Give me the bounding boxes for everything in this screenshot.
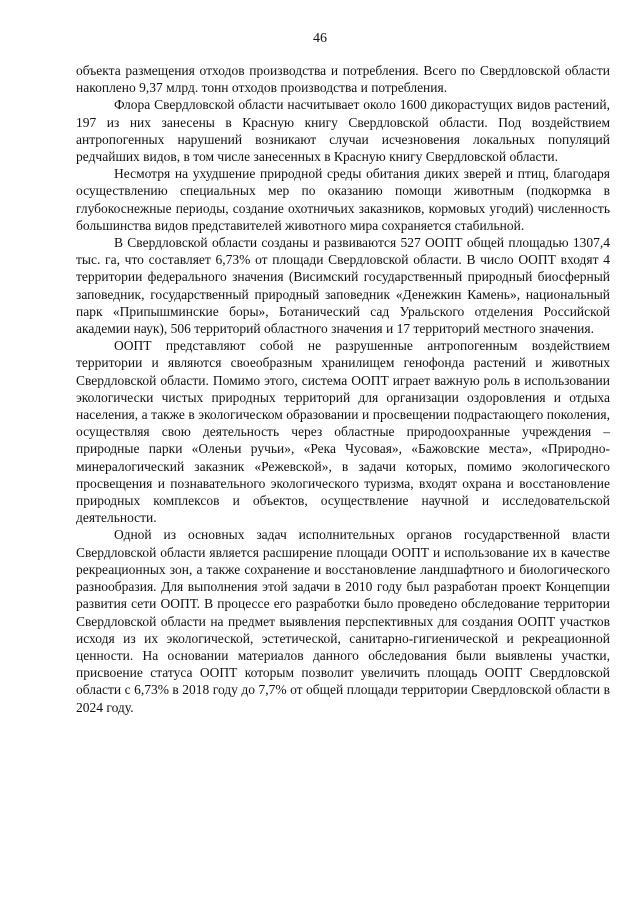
page-number: 46 (313, 31, 327, 46)
paragraph-waste-continuation: объекта размещения отходов производства и потребления. Всего по Свердловской области накоплено 9,37 млрд. тонн отходов производства и потребления. (76, 63, 610, 96)
paragraph-protected-areas: В Свердловской области созданы и развиваются 527 ООПТ общей площадью 1307,4 тыс. га, что составляет 6,73% от площади Свердловской области. В число ООПТ входят 4 территории федерального значения (Висимский государственный природный биосферный заповедник, государственный природный заповедник «Денежкин Камень», национальный парк «Припышминские боры», Ботанический сад Уральского отделения Российской академии наук), 506 территорий областного значения и 17 территорий местного значения. (76, 235, 610, 337)
paragraph-protected-areas-expansion: Одной из основных задач исполнительных органов государственной власти Свердловской области является расширение площади ООПТ и использование их в качестве рекреационных зон, а также сохранение и восстановление ландшафтного и биологического разнообразия. Для выполнения этой задачи в 2010 году был разработан проект Концепции развития сети ООПТ. В процессе его разработки было проведено обследование территории Свердловской области на предмет выявления перспективных для создания ООПТ участков исходя из их экологической, эстетической, санитарно-гигиенической и рекреационной ценности. На основании материалов данного обследования были выявлены участки, присвоение статуса ООПТ которым позволит увеличить площадь ООПТ Свердловской области с 6,73% в 2018 году до 7,7% от общей площади территории Свердловской области в 2024 году. (76, 527, 610, 715)
paragraph-protected-areas-role: ООПТ представляют собой не разрушенные антропогенным воздействием территории и являются своеобразным хранилищем генофонда растений и животных Свердловской области. Помимо этого, система ООПТ играет важную роль в использовании экологически чистых природных территорий для организации оздоровления и отдыха населения, а также в экологическом образовании и просвещении подрастающего поколения, осуществляя свою деятельность через областные природоохранные учреждения – природные парки «Оленьи ручьи», «Река Чусовая», «Бажовские места», «Природно-минералогический заказник «Режевской», в задачи которых, помимо экологического просвещения и познавательного экологического туризма, входят охрана и восстановление природных комплексов и объектов, осуществление научной и исследовательской деятельности. (76, 338, 610, 526)
paragraph-fauna: Несмотря на ухудшение природной среды обитания диких зверей и птиц, благодаря осуществлению специальных мер по оказанию помощи животным (подкормка в глубокоснежные периоды, создание охотничьих заказников, кормовых угодий) численность большинства видов представителей животного мира сохраняется стабильной. (76, 166, 610, 233)
paragraph-flora: Флора Свердловской области насчитывает около 1600 дикорастущих видов растений, 197 из них занесены в Красную книгу Свердловской области. Под воздействием антропогенных нарушений возникают случаи исчезновения локальных популяций редчайших видов, в том числе занесенных в Красную книгу Свердловской области. (76, 97, 610, 165)
document-body (76, 62, 610, 716)
